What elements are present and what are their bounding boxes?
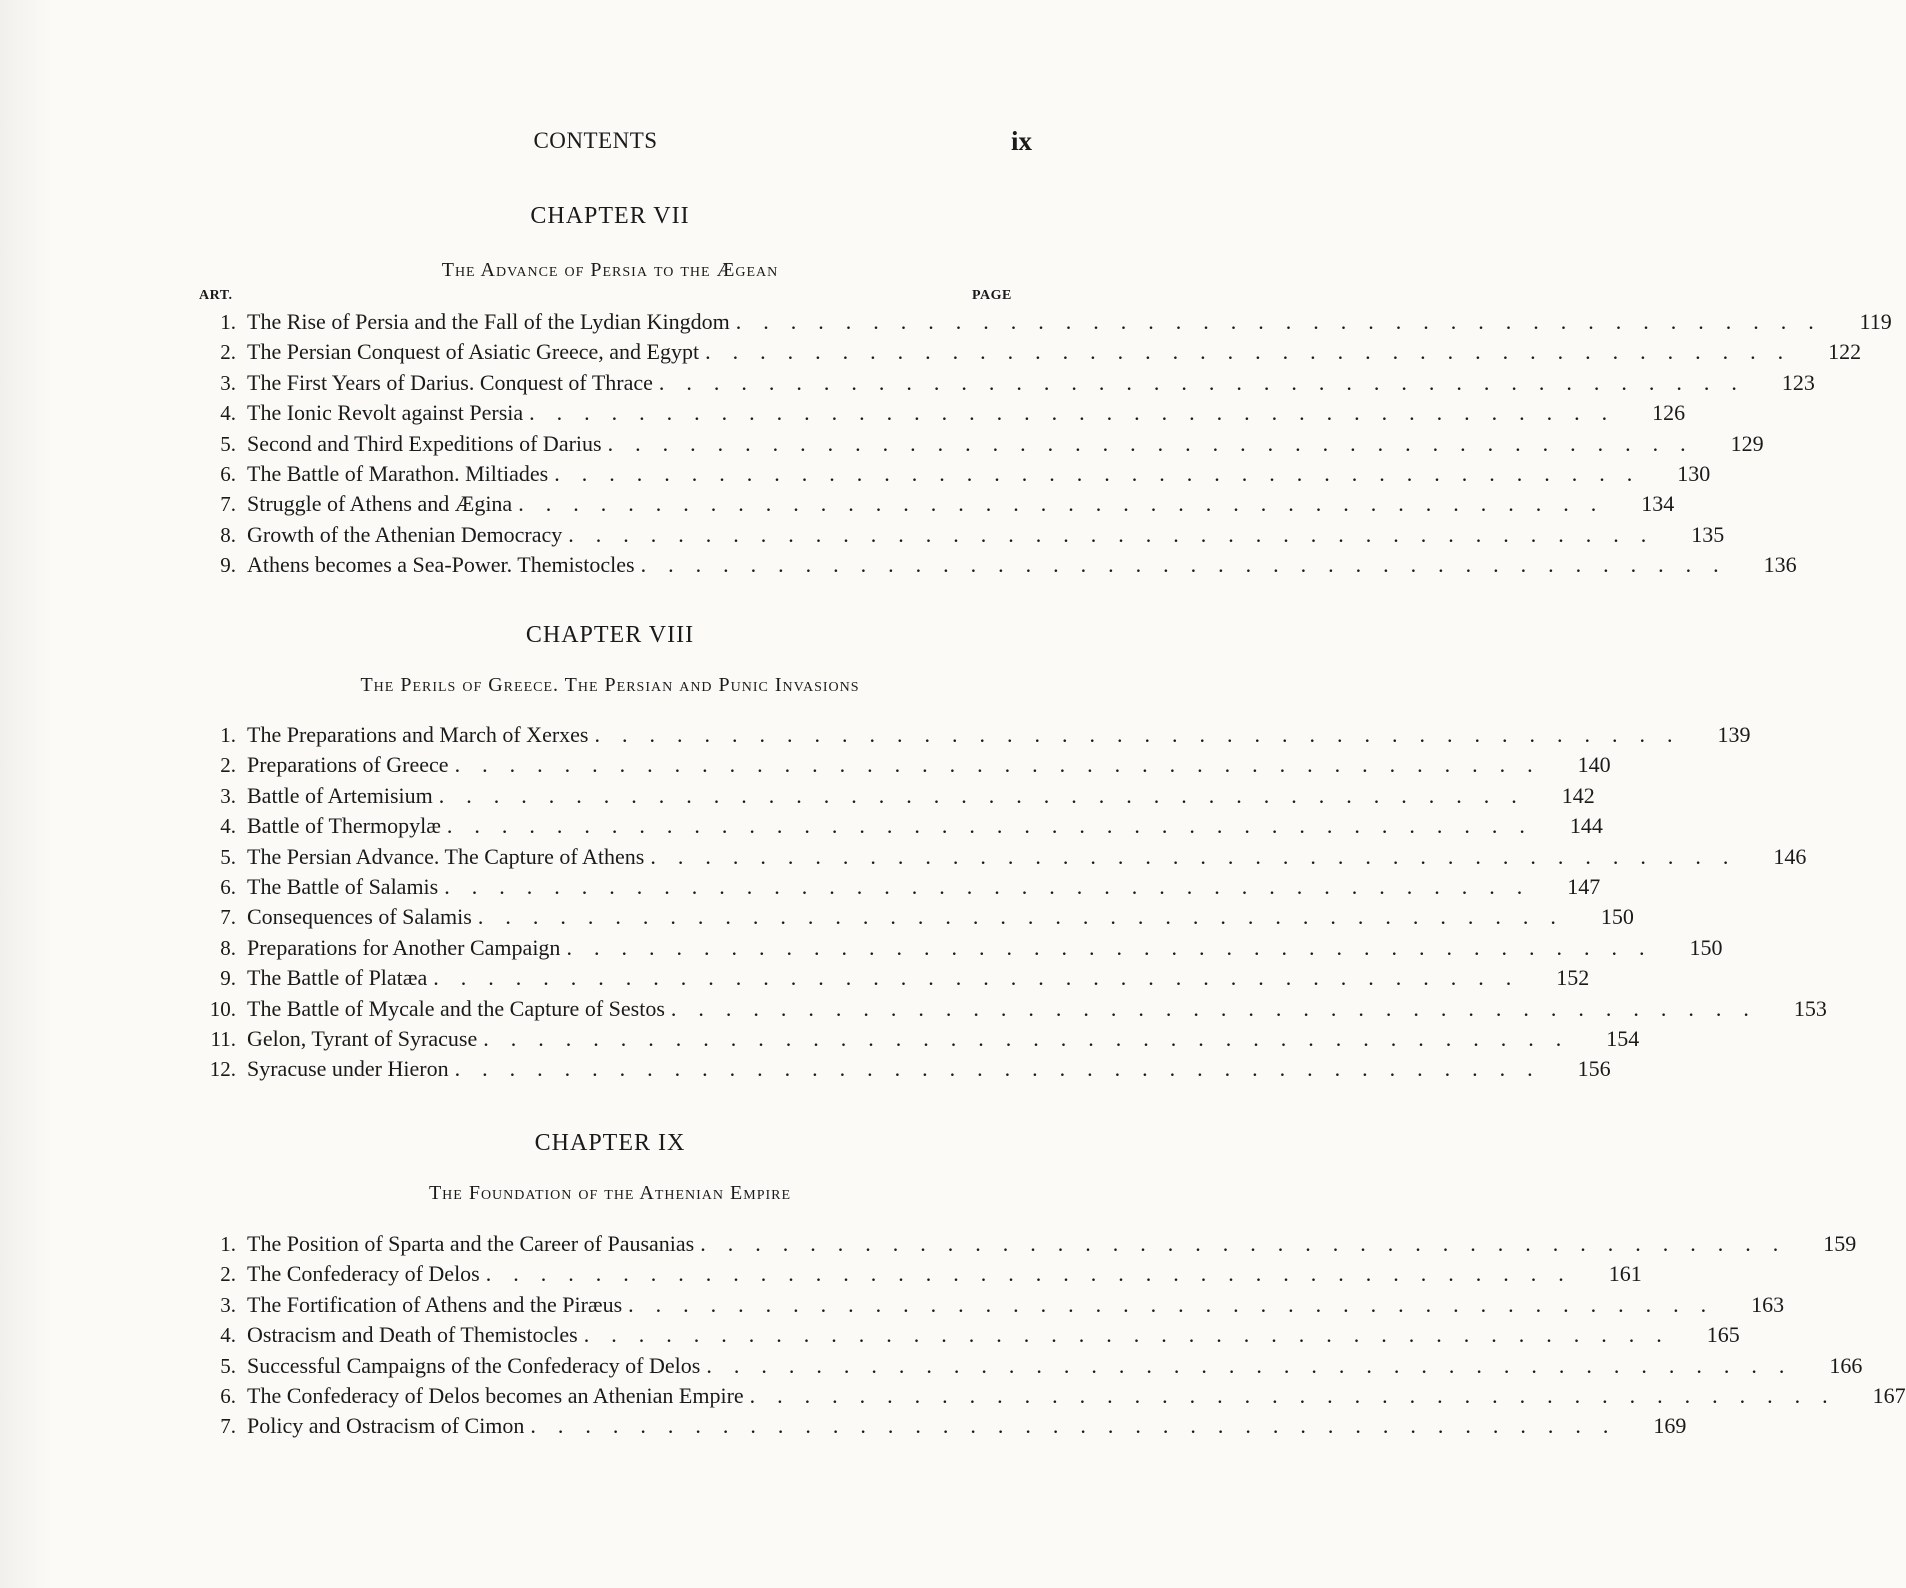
toc-entry (196, 720, 1751, 750)
entry-number: 2. (220, 1262, 236, 1287)
entry-page: 134 (1641, 491, 1675, 517)
toc-entry (196, 1351, 1863, 1381)
entry-number: 1. (220, 310, 236, 334)
toc-entry (196, 1229, 1857, 1259)
toc-entry (196, 1259, 1642, 1289)
entry-number: 5. (220, 1353, 236, 1378)
chapter-7-subtitle: The Advance of Persia to the Ægean (441, 259, 779, 281)
toc-entry (196, 307, 1892, 337)
entry-title: The Preparations and March of Xerxes (236, 720, 594, 750)
entry-number: 6. (220, 1383, 236, 1408)
toc-entry (196, 398, 1686, 428)
page-gutter-shade (0, 0, 52, 1588)
entry-number: 7. (220, 1414, 236, 1439)
entry-page: 126 (1652, 400, 1686, 426)
entry-page: 150 (1600, 904, 1634, 930)
entry-title: The Persian Advance. The Capture of Athens (236, 842, 650, 872)
dot-leader: ........................................ (705, 339, 1806, 365)
toc-entry (196, 337, 1862, 367)
entry-title: The Ionic Revolt against Persia (236, 398, 529, 428)
toc-entry (196, 750, 1611, 780)
entry-title: Preparations of Greece (236, 750, 455, 780)
entry-title: The Battle of Marathon. Miltiades (236, 459, 554, 489)
dot-leader: ........................................ (529, 400, 1630, 426)
entry-title: The First Years of Darius. Conquest of Thrace (236, 368, 659, 398)
chapter-7-entries (196, 307, 1892, 581)
dot-leader: ........................................ (640, 552, 1741, 578)
entry-title: Growth of the Athenian Democracy (236, 520, 568, 550)
entry-page: 163 (1751, 1291, 1785, 1317)
dot-leader: ........................................ (446, 813, 1547, 839)
entry-page: 153 (1793, 995, 1827, 1021)
entry-title: Second and Third Expeditions of Darius (236, 429, 608, 459)
toc-entry (196, 1024, 1640, 1054)
entry-page: 166 (1829, 1352, 1863, 1378)
entry-page: 154 (1606, 1025, 1640, 1051)
chapter-9-title: CHAPTER IX (534, 1130, 686, 1156)
entry-number: 11. (210, 1026, 236, 1051)
toc-entry (196, 368, 1815, 398)
toc-entry (196, 811, 1603, 841)
entry-title: Battle of Artemisium (236, 781, 439, 811)
entry-number: 10. (209, 996, 236, 1021)
entry-page: 140 (1577, 752, 1611, 778)
dot-leader: ........................................ (444, 873, 1545, 899)
entry-number: 7. (220, 492, 236, 517)
entry-title: Athens becomes a Sea-Power. Themistocles (236, 550, 641, 580)
toc-entry (196, 459, 1711, 489)
entry-title: The Fortification of Athens and the Piræus (236, 1290, 628, 1320)
entry-number: 2. (220, 340, 236, 365)
toc-entry (196, 489, 1675, 519)
chapter-8-title: CHAPTER VIII (525, 622, 695, 648)
dot-leader: ........................................ (554, 460, 1655, 486)
dot-leader: ........................................ (607, 430, 1708, 456)
entry-page: 146 (1773, 843, 1807, 869)
entry-page: 165 (1706, 1322, 1740, 1348)
entry-title: The Battle of Platæa (236, 963, 433, 993)
entry-page: 152 (1556, 965, 1590, 991)
dot-leader: ........................................ (749, 1382, 1850, 1408)
entry-number: 4. (220, 814, 236, 839)
entry-number: 3. (220, 1292, 236, 1317)
toc-entry (196, 842, 1807, 872)
entry-page: 169 (1653, 1413, 1687, 1439)
entry-page: 156 (1577, 1056, 1611, 1082)
entry-page: 130 (1677, 460, 1711, 486)
entry-page: 129 (1730, 430, 1764, 456)
entry-number: 12. (209, 1057, 236, 1082)
toc-entry (196, 520, 1725, 550)
entry-title: Struggle of Athens and Ægina (236, 489, 518, 519)
toc-entry (196, 781, 1595, 811)
entry-number: 6. (220, 461, 236, 486)
entry-page: 135 (1691, 521, 1725, 547)
entry-number: 6. (220, 874, 236, 899)
dot-leader: ........................................ (568, 521, 1669, 547)
entry-page: 147 (1567, 873, 1601, 899)
chapter-8-subtitle: The Perils of Greece. The Persian and Punic Invasions (360, 674, 860, 696)
entry-page: 119 (1859, 309, 1892, 334)
entry-title: The Persian Conquest of Asiatic Greece, and Egypt (236, 337, 705, 367)
chapter-7-title: CHAPTER VII (530, 203, 690, 229)
dot-leader: ........................................ (594, 722, 1695, 747)
dot-leader: ........................................ (670, 995, 1771, 1021)
dot-leader: ........................................ (485, 1261, 1586, 1287)
entry-number: 4. (220, 1323, 236, 1348)
entry-title: The Battle of Salamis (236, 872, 444, 902)
entry-page: 167 (1872, 1382, 1906, 1408)
chapter-9-entries (196, 1229, 1906, 1442)
entry-page: 150 (1689, 934, 1723, 960)
dot-leader: ........................................ (583, 1322, 1684, 1348)
entry-title: Consequences of Salamis (236, 902, 478, 932)
toc-entry (196, 1381, 1906, 1411)
entry-title: Battle of Thermopylæ (236, 811, 447, 841)
dot-leader: ........................................ (454, 752, 1555, 778)
entry-title: Preparations for Another Campaign (236, 933, 566, 963)
page-column-label: PAGE (972, 288, 1012, 303)
entry-number: 5. (220, 431, 236, 456)
toc-entry (196, 902, 1634, 932)
toc-entry (196, 550, 1797, 580)
running-title: CONTENTS (533, 128, 658, 153)
entry-title: Successful Campaigns of the Confederacy of Delos (236, 1351, 706, 1381)
entry-page: 144 (1569, 813, 1603, 839)
toc-entry (196, 933, 1723, 963)
dot-leader: ........................................ (735, 309, 1836, 334)
toc-entry (196, 429, 1764, 459)
dot-leader: ........................................ (438, 782, 1539, 808)
entry-title: Ostracism and Death of Themistocles (236, 1320, 584, 1350)
dot-leader: ........................................ (700, 1231, 1801, 1256)
entry-title: The Position of Sparta and the Career of Pausanias (236, 1229, 700, 1259)
page-number: ix (1010, 126, 1032, 156)
dot-leader: ........................................ (477, 904, 1578, 930)
dot-leader: ........................................ (650, 843, 1751, 869)
entry-number: 9. (220, 966, 236, 991)
entry-number: 3. (220, 370, 236, 395)
dot-leader: ........................................ (483, 1025, 1584, 1051)
entry-number: 3. (220, 783, 236, 808)
entry-page: 123 (1781, 369, 1815, 395)
entry-page: 136 (1763, 552, 1797, 578)
entry-title: Gelon, Tyrant of Syracuse (236, 1024, 483, 1054)
toc-entry (196, 872, 1601, 902)
toc-entry (196, 1054, 1611, 1084)
entry-number: 7. (220, 905, 236, 930)
entry-page: 161 (1608, 1261, 1642, 1287)
toc-entry (196, 1320, 1740, 1350)
toc-entry (196, 1411, 1687, 1441)
entry-title: Syracuse under Hieron (236, 1054, 455, 1084)
dot-leader: ........................................ (454, 1056, 1555, 1082)
dot-leader: ........................................ (658, 369, 1759, 395)
entry-title: The Confederacy of Delos becomes an Athenian Empire (236, 1381, 750, 1411)
dot-leader: ........................................ (530, 1413, 1631, 1439)
entry-page: 159 (1823, 1231, 1857, 1256)
toc-entry (196, 963, 1590, 993)
entry-number: 5. (220, 844, 236, 869)
entry-number: 2. (220, 753, 236, 778)
dot-leader: ........................................ (518, 491, 1619, 517)
entry-page: 142 (1561, 782, 1595, 808)
entry-number: 1. (220, 723, 236, 747)
chapter-9-subtitle: The Foundation of the Athenian Empire (428, 1182, 792, 1204)
dot-leader: ........................................ (566, 934, 1667, 960)
entry-number: 1. (220, 1232, 236, 1256)
toc-entry (196, 1290, 1785, 1320)
entry-title: Policy and Ostracism of Cimon (236, 1411, 530, 1441)
entry-title: The Rise of Persia and the Fall of the Lydian Kingdom (236, 307, 736, 337)
entry-page: 139 (1717, 722, 1751, 747)
entry-number: 8. (220, 522, 236, 547)
dot-leader: ........................................ (433, 965, 1534, 991)
entry-title: The Confederacy of Delos (236, 1259, 486, 1289)
dot-leader: ........................................ (628, 1291, 1729, 1317)
entry-number: 8. (220, 935, 236, 960)
entry-number: 9. (220, 553, 236, 578)
dot-leader: ........................................ (706, 1352, 1807, 1378)
entry-title: The Battle of Mycale and the Capture of Sestos (236, 994, 671, 1024)
toc-entry (196, 994, 1827, 1024)
entry-number: 4. (220, 401, 236, 426)
entry-page: 122 (1828, 339, 1862, 365)
art-column-label: ART. (199, 288, 233, 303)
chapter-8-entries (196, 720, 1827, 1085)
